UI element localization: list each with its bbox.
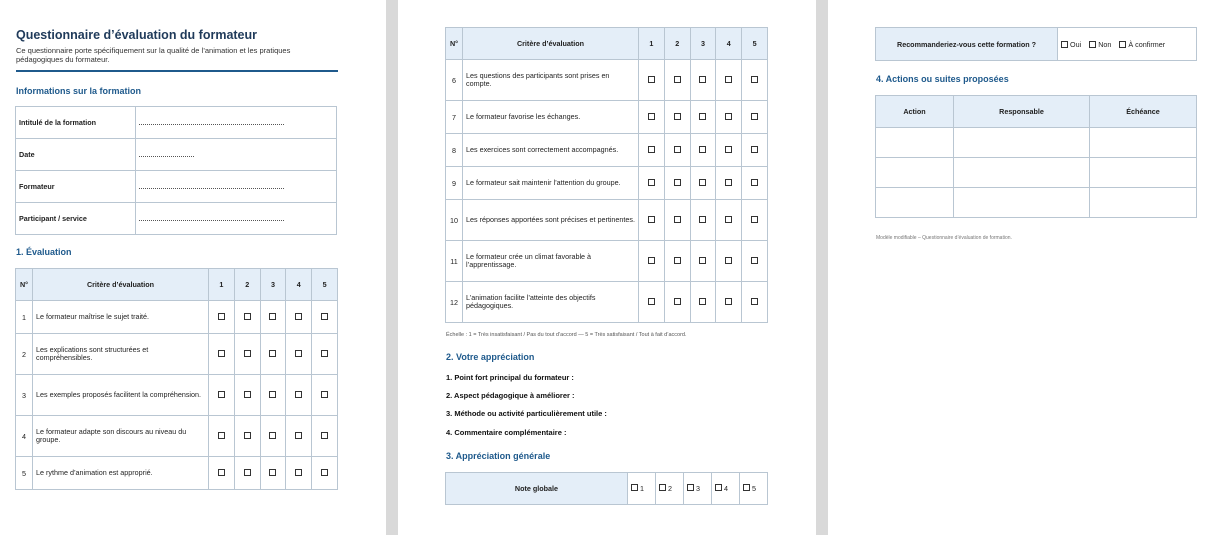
score-cell[interactable] xyxy=(260,301,286,334)
info-field[interactable] xyxy=(136,203,337,235)
score-cell[interactable] xyxy=(312,301,338,334)
checkbox-icon[interactable] xyxy=(218,469,225,476)
checkbox-icon[interactable] xyxy=(218,350,225,357)
responsible-cell[interactable] xyxy=(954,188,1090,218)
row-number: 11 xyxy=(446,241,463,282)
checkbox-icon[interactable] xyxy=(699,298,706,305)
score-cell[interactable] xyxy=(639,60,665,101)
responsible-cell[interactable] xyxy=(954,158,1090,188)
checkbox-icon[interactable] xyxy=(648,298,655,305)
global-score-label: Note globale xyxy=(446,473,628,505)
criterion-text: Les réponses apportées sont précises et pertinentes. xyxy=(463,200,639,241)
row-number: 9 xyxy=(446,167,463,200)
action-cell[interactable] xyxy=(876,158,954,188)
checkbox-icon[interactable] xyxy=(218,432,225,439)
evaluation-rows-1-5 xyxy=(16,301,338,490)
score-cell[interactable] xyxy=(716,282,742,323)
checkbox-icon[interactable] xyxy=(321,391,328,398)
score-cell[interactable] xyxy=(312,375,338,416)
evaluation-row xyxy=(446,134,768,167)
score-cell[interactable] xyxy=(639,101,665,134)
checkbox-icon[interactable] xyxy=(218,313,225,320)
appreciation-question: 4. Commentaire complémentaire : xyxy=(446,428,567,437)
page-subtitle: Ce questionnaire porte spécifiquement sur la qualité de l’animation et les pratiques pédagogiques du formateur. xyxy=(16,46,291,64)
score-cell[interactable] xyxy=(716,101,742,134)
row-number: 5 xyxy=(16,457,33,490)
score-cell[interactable] xyxy=(312,334,338,375)
checkbox-icon[interactable] xyxy=(725,146,732,153)
actions-row xyxy=(876,128,1197,158)
score-cell[interactable] xyxy=(742,101,768,134)
criterion-text: Le formateur favorise les échanges. xyxy=(463,101,639,134)
score-cell[interactable] xyxy=(742,134,768,167)
score-cell[interactable] xyxy=(664,101,690,134)
checkbox-icon[interactable] xyxy=(725,216,732,223)
actions-table xyxy=(875,95,1197,218)
checkbox-icon[interactable] xyxy=(751,298,758,305)
title-rule xyxy=(16,70,338,72)
info-heading: Informations sur la formation xyxy=(16,86,142,96)
checkbox-icon[interactable] xyxy=(674,298,681,305)
checkbox-icon[interactable] xyxy=(295,391,302,398)
evaluation-row xyxy=(446,282,768,323)
score-cell[interactable] xyxy=(209,416,235,457)
col-score-header: 3 xyxy=(690,28,716,60)
checkbox-icon[interactable] xyxy=(674,257,681,264)
actions-heading: 4. Actions ou suites proposées xyxy=(876,74,1009,84)
actions-col-responsible: Responsable xyxy=(954,96,1090,128)
score-cell[interactable] xyxy=(716,167,742,200)
checkbox-icon[interactable] xyxy=(218,391,225,398)
checkbox-icon[interactable] xyxy=(244,432,251,439)
appreciation-question: 3. Méthode ou activité particulièrement utile : xyxy=(446,409,607,418)
criterion-text: Le formateur sait maintenir l’attention du groupe. xyxy=(463,167,639,200)
page-1 xyxy=(0,0,386,535)
col-num-header: N° xyxy=(16,269,33,301)
score-cell[interactable] xyxy=(742,200,768,241)
page-title: Questionnaire d’évaluation du formateur xyxy=(16,28,258,42)
checkbox-icon[interactable] xyxy=(648,179,655,186)
score-cell[interactable] xyxy=(664,134,690,167)
score-cell[interactable] xyxy=(260,375,286,416)
checkbox-icon[interactable] xyxy=(648,146,655,153)
criterion-text: Le formateur crée un climat favorable à l’apprentissage. xyxy=(463,241,639,282)
score-cell[interactable] xyxy=(286,416,312,457)
checkbox-icon[interactable] xyxy=(674,113,681,120)
evaluation-heading: 1. Évaluation xyxy=(16,247,72,257)
evaluation-table-part2 xyxy=(445,27,768,323)
score-cell[interactable] xyxy=(234,416,260,457)
checkbox-icon[interactable] xyxy=(659,484,666,491)
row-number: 6 xyxy=(446,60,463,101)
col-criterion-header: Critère d’évaluation xyxy=(33,269,209,301)
checkbox-icon[interactable] xyxy=(244,391,251,398)
checkbox-icon[interactable] xyxy=(244,350,251,357)
row-number: 12 xyxy=(446,282,463,323)
checkbox-icon[interactable] xyxy=(674,179,681,186)
score-cell[interactable] xyxy=(716,241,742,282)
action-cell[interactable] xyxy=(876,128,954,158)
score-cell[interactable] xyxy=(639,200,665,241)
checkbox-icon[interactable] xyxy=(648,257,655,264)
score-cell[interactable] xyxy=(742,60,768,101)
checkbox-icon[interactable] xyxy=(295,432,302,439)
score-cell[interactable] xyxy=(716,60,742,101)
actions-row xyxy=(876,188,1197,218)
checkbox-icon[interactable] xyxy=(269,350,276,357)
col-score-header: 1 xyxy=(209,269,235,301)
recommend-option-yes[interactable]: Oui xyxy=(1061,40,1081,49)
evaluation-rows-6-12 xyxy=(446,60,768,323)
checkbox-icon[interactable] xyxy=(699,257,706,264)
actions-col-action: Action xyxy=(876,96,954,128)
checkbox-icon[interactable] xyxy=(751,257,758,264)
row-number: 7 xyxy=(446,101,463,134)
col-score-header: 1 xyxy=(639,28,665,60)
checkbox-icon[interactable] xyxy=(269,469,276,476)
global-score-option[interactable]: 5 xyxy=(740,473,768,505)
score-cell[interactable] xyxy=(742,167,768,200)
score-cell[interactable] xyxy=(639,134,665,167)
checkbox-icon[interactable] xyxy=(751,179,758,186)
checkbox-icon[interactable] xyxy=(725,257,732,264)
score-cell[interactable] xyxy=(312,457,338,490)
checkbox-icon[interactable] xyxy=(321,313,328,320)
checkbox-icon[interactable] xyxy=(699,113,706,120)
checkbox-icon[interactable] xyxy=(1119,41,1126,48)
criterion-text: Les exemples proposés facilitent la compréhension. xyxy=(33,375,209,416)
recommend-question: Recommanderiez-vous cette formation ? xyxy=(876,28,1058,61)
checkbox-icon[interactable] xyxy=(1089,41,1096,48)
info-row xyxy=(16,107,337,139)
global-score-table xyxy=(445,472,768,505)
score-cell[interactable] xyxy=(639,241,665,282)
row-number: 2 xyxy=(16,334,33,375)
criterion-text: Les questions des participants sont prises en compte. xyxy=(463,60,639,101)
evaluation-row xyxy=(446,200,768,241)
checkbox-icon[interactable] xyxy=(648,216,655,223)
checkbox-icon[interactable] xyxy=(269,391,276,398)
deadline-cell[interactable] xyxy=(1090,188,1197,218)
checkbox-icon[interactable] xyxy=(648,76,655,83)
criterion-text: L’animation facilite l’atteinte des objectifs pédagogiques. xyxy=(463,282,639,323)
checkbox-icon[interactable] xyxy=(725,179,732,186)
general-heading: 3. Appréciation générale xyxy=(446,451,551,461)
recommend-option-tbc[interactable]: À confirmer xyxy=(1119,40,1165,49)
action-cell[interactable] xyxy=(876,188,954,218)
checkbox-icon[interactable] xyxy=(269,313,276,320)
evaluation-row xyxy=(16,416,338,457)
appreciation-question: 2. Aspect pédagogique à améliorer : xyxy=(446,391,575,400)
score-cell[interactable] xyxy=(716,134,742,167)
col-score-header: 2 xyxy=(234,269,260,301)
checkbox-icon[interactable] xyxy=(725,76,732,83)
checkbox-icon[interactable] xyxy=(751,76,758,83)
checkbox-icon[interactable] xyxy=(295,469,302,476)
score-cell[interactable] xyxy=(286,457,312,490)
score-cell[interactable] xyxy=(209,375,235,416)
row-number: 8 xyxy=(446,134,463,167)
col-criterion-header: Critère d’évaluation xyxy=(463,28,639,60)
score-cell[interactable] xyxy=(664,282,690,323)
checkbox-icon[interactable] xyxy=(687,484,694,491)
col-score-header: 4 xyxy=(716,28,742,60)
score-cell[interactable] xyxy=(690,101,716,134)
row-number: 3 xyxy=(16,375,33,416)
criterion-text: Le formateur adapte son discours au niveau du groupe. xyxy=(33,416,209,457)
score-cell[interactable] xyxy=(260,334,286,375)
checkbox-icon[interactable] xyxy=(674,146,681,153)
row-number: 10 xyxy=(446,200,463,241)
appreciation-heading: 2. Votre appréciation xyxy=(446,352,535,362)
checkbox-icon[interactable] xyxy=(244,313,251,320)
score-cell[interactable] xyxy=(690,282,716,323)
actions-row xyxy=(876,158,1197,188)
score-cell[interactable] xyxy=(234,375,260,416)
col-score-header: 3 xyxy=(260,269,286,301)
evaluation-row xyxy=(446,60,768,101)
col-score-header: 2 xyxy=(664,28,690,60)
score-cell[interactable] xyxy=(234,457,260,490)
checkbox-icon[interactable] xyxy=(321,350,328,357)
recommend-option-no[interactable]: Non xyxy=(1089,40,1111,49)
evaluation-row xyxy=(16,301,338,334)
checkbox-icon[interactable] xyxy=(1061,41,1068,48)
global-score-option[interactable]: 4 xyxy=(712,473,740,505)
score-cell[interactable] xyxy=(639,282,665,323)
checkbox-icon[interactable] xyxy=(674,216,681,223)
info-field[interactable] xyxy=(136,139,337,171)
checkbox-icon[interactable] xyxy=(715,484,722,491)
checkbox-icon[interactable] xyxy=(751,113,758,120)
score-cell[interactable] xyxy=(209,301,235,334)
evaluation-row xyxy=(16,334,338,375)
checkbox-icon[interactable] xyxy=(699,146,706,153)
global-score-option[interactable]: 1 xyxy=(628,473,656,505)
info-row xyxy=(16,203,337,235)
info-label: Participant / service xyxy=(16,203,136,235)
page-2 xyxy=(398,0,816,535)
score-cell[interactable] xyxy=(664,167,690,200)
criterion-text: Le rythme d’animation est approprié. xyxy=(33,457,209,490)
col-score-header: 4 xyxy=(286,269,312,301)
global-score-option[interactable]: 2 xyxy=(656,473,684,505)
checkbox-icon[interactable] xyxy=(295,313,302,320)
criterion-text: Les exercices sont correctement accompagnés. xyxy=(463,134,639,167)
global-score-option[interactable]: 3 xyxy=(684,473,712,505)
checkbox-icon[interactable] xyxy=(321,469,328,476)
checkbox-icon[interactable] xyxy=(725,113,732,120)
score-cell[interactable] xyxy=(690,241,716,282)
footer-note: Modèle modifiable – Questionnaire d’évaluation de formation. xyxy=(876,235,1012,241)
col-score-header: 5 xyxy=(312,269,338,301)
checkbox-icon[interactable] xyxy=(674,76,681,83)
row-number: 1 xyxy=(16,301,33,334)
checkbox-icon[interactable] xyxy=(725,298,732,305)
score-cell[interactable] xyxy=(209,334,235,375)
score-cell[interactable] xyxy=(716,200,742,241)
evaluation-header-row xyxy=(16,269,338,301)
info-label: Date xyxy=(16,139,136,171)
checkbox-icon[interactable] xyxy=(244,469,251,476)
page-gutter-right xyxy=(816,0,828,535)
score-cell[interactable] xyxy=(234,334,260,375)
evaluation-row xyxy=(446,241,768,282)
evaluation-table-part1 xyxy=(15,268,338,490)
col-score-header: 5 xyxy=(742,28,768,60)
actions-col-deadline: Échéance xyxy=(1090,96,1197,128)
score-cell[interactable] xyxy=(260,457,286,490)
info-table xyxy=(15,106,337,235)
score-cell[interactable] xyxy=(234,301,260,334)
checkbox-icon[interactable] xyxy=(699,216,706,223)
checkbox-icon[interactable] xyxy=(751,216,758,223)
deadline-cell[interactable] xyxy=(1090,128,1197,158)
criterion-text: Les explications sont structurées et compréhensibles. xyxy=(33,334,209,375)
appreciation-question: 1. Point fort principal du formateur : xyxy=(446,373,574,382)
score-cell[interactable] xyxy=(690,60,716,101)
criterion-text: Le formateur maîtrise le sujet traité. xyxy=(33,301,209,334)
info-row xyxy=(16,139,337,171)
checkbox-icon[interactable] xyxy=(699,76,706,83)
checkbox-icon[interactable] xyxy=(631,484,638,491)
deadline-cell[interactable] xyxy=(1090,158,1197,188)
score-cell[interactable] xyxy=(286,375,312,416)
evaluation-row xyxy=(16,457,338,490)
page-gutter-left xyxy=(386,0,398,535)
info-field[interactable] xyxy=(136,107,337,139)
evaluation-row xyxy=(16,375,338,416)
score-cell[interactable] xyxy=(639,167,665,200)
evaluation-header-row xyxy=(446,28,768,60)
info-label: Intitulé de la formation xyxy=(16,107,136,139)
score-cell[interactable] xyxy=(209,457,235,490)
evaluation-row xyxy=(446,101,768,134)
checkbox-icon[interactable] xyxy=(699,179,706,186)
info-field[interactable] xyxy=(136,171,337,203)
score-cell[interactable] xyxy=(286,301,312,334)
score-cell[interactable] xyxy=(664,241,690,282)
score-cell[interactable] xyxy=(286,334,312,375)
col-num-header: N° xyxy=(446,28,463,60)
score-cell[interactable] xyxy=(312,416,338,457)
page-3 xyxy=(828,0,1213,535)
row-number: 4 xyxy=(16,416,33,457)
score-cell[interactable] xyxy=(260,416,286,457)
score-cell[interactable] xyxy=(690,134,716,167)
score-cell[interactable] xyxy=(742,241,768,282)
checkbox-icon[interactable] xyxy=(269,432,276,439)
score-cell[interactable] xyxy=(742,282,768,323)
checkbox-icon[interactable] xyxy=(321,432,328,439)
checkbox-icon[interactable] xyxy=(648,113,655,120)
scale-note: Échelle : 1 = Très insatisfaisant / Pas du tout d’accord — 5 = Très satisfaisant / Tout à fait d’accord. xyxy=(446,332,687,338)
info-label: Formateur xyxy=(16,171,136,203)
score-cell[interactable] xyxy=(664,60,690,101)
responsible-cell[interactable] xyxy=(954,128,1090,158)
checkbox-icon[interactable] xyxy=(743,484,750,491)
evaluation-row xyxy=(446,167,768,200)
recommend-options xyxy=(1058,28,1197,61)
score-cell[interactable] xyxy=(690,167,716,200)
score-cell[interactable] xyxy=(664,200,690,241)
info-row xyxy=(16,171,337,203)
checkbox-icon[interactable] xyxy=(295,350,302,357)
score-cell[interactable] xyxy=(690,200,716,241)
recommend-table xyxy=(875,27,1197,61)
checkbox-icon[interactable] xyxy=(751,146,758,153)
